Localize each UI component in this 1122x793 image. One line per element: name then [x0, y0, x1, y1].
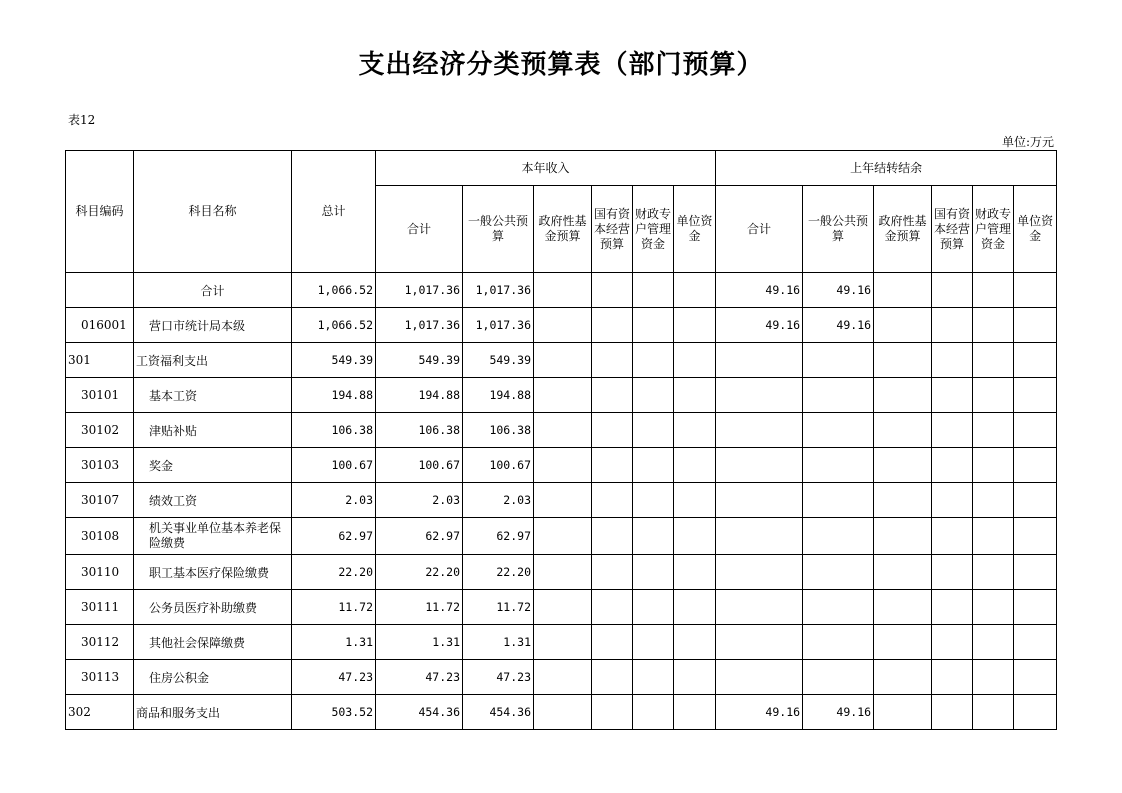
cell-co-unit-funds: [1014, 590, 1057, 625]
cell-co-state-capital: [932, 555, 973, 590]
cell-name: 营口市统计局本级: [134, 308, 292, 343]
cell-co-unit-funds: [1014, 343, 1057, 378]
cell-cy-special: [633, 590, 674, 625]
cell-cy-fund: [534, 343, 592, 378]
cell-code: 302: [66, 695, 134, 730]
cell-co-unit-funds: [1014, 555, 1057, 590]
cell-cy-fund: [534, 555, 592, 590]
cell-co-fund: [874, 378, 932, 413]
cell-total: 503.52: [292, 695, 376, 730]
cell-co-total: [716, 660, 803, 695]
cell-cy-state-capital: [592, 625, 633, 660]
cell-co-general: [803, 378, 874, 413]
cell-cy-fund: [534, 308, 592, 343]
table-row: [66, 555, 1057, 590]
cell-total: 62.97: [292, 518, 376, 555]
cell-name: 津贴补贴: [134, 413, 292, 448]
cell-co-unit-funds: [1014, 273, 1057, 308]
cell-co-general: 49.16: [803, 273, 874, 308]
cell-co-unit-funds: [1014, 378, 1057, 413]
header-total: 总计: [292, 151, 376, 273]
cell-co-state-capital: [932, 308, 973, 343]
cell-co-state-capital: [932, 590, 973, 625]
table-row: [66, 308, 1057, 343]
cell-co-fund: [874, 413, 932, 448]
cell-co-total: [716, 413, 803, 448]
cell-cy-fund: [534, 695, 592, 730]
cell-co-general: [803, 590, 874, 625]
cell-cy-fund: [534, 273, 592, 308]
cell-co-special: [973, 378, 1014, 413]
cell-name: 其他社会保障缴费: [134, 625, 292, 660]
cell-cy-unit-funds: [674, 625, 716, 660]
unit-label: 单位:万元: [1001, 135, 1054, 149]
header-co-unit-funds: 单位资金: [1014, 186, 1057, 273]
header-co-special: 财政专户管理资金: [973, 186, 1014, 273]
cell-cy-state-capital: [592, 413, 633, 448]
header-co-state-capital: 国有资本经营预算: [932, 186, 973, 273]
table-row: [66, 483, 1057, 518]
table-number: 表12: [68, 113, 96, 127]
cell-co-fund: [874, 590, 932, 625]
cell-total: 11.72: [292, 590, 376, 625]
table-row: [66, 413, 1057, 448]
cell-cy-general: 194.88: [463, 378, 534, 413]
cell-cy-special: [633, 695, 674, 730]
cell-co-fund: [874, 448, 932, 483]
cell-co-unit-funds: [1014, 448, 1057, 483]
cell-co-special: [973, 660, 1014, 695]
cell-co-fund: [874, 695, 932, 730]
cell-co-total: [716, 343, 803, 378]
cell-co-total: [716, 378, 803, 413]
cell-name: 商品和服务支出: [134, 695, 292, 730]
cell-cy-unit-funds: [674, 695, 716, 730]
cell-cy-total: 11.72: [376, 590, 463, 625]
cell-co-state-capital: [932, 378, 973, 413]
cell-total: 100.67: [292, 448, 376, 483]
cell-cy-state-capital: [592, 273, 633, 308]
cell-co-total: [716, 590, 803, 625]
cell-cy-state-capital: [592, 590, 633, 625]
table-row: [66, 273, 1057, 308]
table-row: [66, 590, 1057, 625]
cell-co-unit-funds: [1014, 308, 1057, 343]
cell-co-state-capital: [932, 483, 973, 518]
header-co-general: 一般公共预算: [803, 186, 874, 273]
cell-co-special: [973, 413, 1014, 448]
cell-code: 30102: [66, 413, 134, 448]
cell-co-special: [973, 590, 1014, 625]
cell-cy-fund: [534, 625, 592, 660]
cell-co-unit-funds: [1014, 625, 1057, 660]
cell-co-general: [803, 448, 874, 483]
cell-co-state-capital: [932, 625, 973, 660]
cell-co-fund: [874, 308, 932, 343]
cell-cy-special: [633, 378, 674, 413]
header-cy-subtotal: 合计: [376, 186, 463, 273]
cell-total: 1.31: [292, 625, 376, 660]
header-cy-general: 一般公共预算: [463, 186, 534, 273]
cell-co-general: [803, 413, 874, 448]
cell-co-fund: [874, 343, 932, 378]
cell-cy-general: 100.67: [463, 448, 534, 483]
cell-total: 1,066.52: [292, 308, 376, 343]
cell-cy-total: 1.31: [376, 625, 463, 660]
cell-cy-general: 549.39: [463, 343, 534, 378]
cell-cy-special: [633, 413, 674, 448]
cell-name: 机关事业单位基本养老保险缴费: [134, 518, 292, 555]
cell-co-unit-funds: [1014, 660, 1057, 695]
cell-cy-general: 62.97: [463, 518, 534, 555]
cell-co-total: 49.16: [716, 273, 803, 308]
cell-total: 106.38: [292, 413, 376, 448]
cell-cy-total: 22.20: [376, 555, 463, 590]
cell-co-fund: [874, 273, 932, 308]
cell-cy-state-capital: [592, 343, 633, 378]
cell-cy-state-capital: [592, 378, 633, 413]
header-carryover: 上年结转结余: [716, 151, 1057, 186]
cell-co-general: [803, 555, 874, 590]
cell-co-unit-funds: [1014, 483, 1057, 518]
cell-cy-special: [633, 308, 674, 343]
cell-cy-state-capital: [592, 483, 633, 518]
cell-co-special: [973, 555, 1014, 590]
cell-total: 22.20: [292, 555, 376, 590]
cell-co-special: [973, 625, 1014, 660]
cell-total: 549.39: [292, 343, 376, 378]
cell-cy-special: [633, 343, 674, 378]
header-co-subtotal: 合计: [716, 186, 803, 273]
cell-cy-fund: [534, 590, 592, 625]
cell-name: 绩效工资: [134, 483, 292, 518]
table-row: [66, 378, 1057, 413]
cell-co-special: [973, 695, 1014, 730]
cell-cy-total: 62.97: [376, 518, 463, 555]
table-row: [66, 695, 1057, 730]
cell-cy-special: [633, 625, 674, 660]
cell-cy-general: 47.23: [463, 660, 534, 695]
cell-co-special: [973, 448, 1014, 483]
cell-co-fund: [874, 555, 932, 590]
cell-code: 30107: [66, 483, 134, 518]
cell-cy-total: 2.03: [376, 483, 463, 518]
cell-co-general: [803, 483, 874, 518]
cell-co-state-capital: [932, 413, 973, 448]
budget-table: [65, 150, 1057, 730]
cell-co-total: [716, 518, 803, 555]
table-row: [66, 448, 1057, 483]
table-row: [66, 518, 1057, 555]
cell-code: 016001: [66, 308, 134, 343]
cell-co-total: 49.16: [716, 695, 803, 730]
cell-cy-fund: [534, 660, 592, 695]
cell-code: 30103: [66, 448, 134, 483]
cell-co-fund: [874, 625, 932, 660]
cell-cy-unit-funds: [674, 378, 716, 413]
cell-code: 30108: [66, 518, 134, 555]
cell-cy-total: 549.39: [376, 343, 463, 378]
cell-code: 30113: [66, 660, 134, 695]
cell-cy-general: 11.72: [463, 590, 534, 625]
cell-code: 30112: [66, 625, 134, 660]
table-row: [66, 660, 1057, 695]
cell-co-state-capital: [932, 695, 973, 730]
cell-cy-unit-funds: [674, 448, 716, 483]
cell-total: 2.03: [292, 483, 376, 518]
header-code: 科目编码: [66, 151, 134, 273]
cell-co-general: [803, 660, 874, 695]
cell-co-total: [716, 625, 803, 660]
cell-co-state-capital: [932, 518, 973, 555]
cell-cy-state-capital: [592, 308, 633, 343]
cell-name: 住房公积金: [134, 660, 292, 695]
cell-cy-unit-funds: [674, 590, 716, 625]
cell-co-special: [973, 343, 1014, 378]
cell-co-total: [716, 483, 803, 518]
cell-cy-unit-funds: [674, 343, 716, 378]
cell-cy-state-capital: [592, 448, 633, 483]
header-current-year: 本年收入: [376, 151, 716, 186]
cell-cy-general: 1.31: [463, 625, 534, 660]
cell-total: 47.23: [292, 660, 376, 695]
cell-co-state-capital: [932, 448, 973, 483]
table-row: [66, 625, 1057, 660]
cell-cy-total: 194.88: [376, 378, 463, 413]
cell-cy-special: [633, 555, 674, 590]
cell-cy-general: 1,017.36: [463, 308, 534, 343]
cell-name: 合计: [134, 273, 292, 308]
cell-cy-general: 106.38: [463, 413, 534, 448]
cell-co-total: [716, 448, 803, 483]
cell-cy-fund: [534, 518, 592, 555]
cell-total: 194.88: [292, 378, 376, 413]
cell-cy-unit-funds: [674, 273, 716, 308]
header-cy-state-capital: 国有资本经营预算: [592, 186, 633, 273]
cell-cy-special: [633, 448, 674, 483]
cell-name: 公务员医疗补助缴费: [134, 590, 292, 625]
cell-co-general: [803, 343, 874, 378]
cell-cy-special: [633, 483, 674, 518]
cell-co-state-capital: [932, 343, 973, 378]
cell-code: 30110: [66, 555, 134, 590]
cell-cy-state-capital: [592, 555, 633, 590]
cell-cy-total: 1,017.36: [376, 273, 463, 308]
cell-cy-unit-funds: [674, 483, 716, 518]
cell-co-state-capital: [932, 273, 973, 308]
header-row-1: [66, 151, 1057, 186]
cell-cy-general: 454.36: [463, 695, 534, 730]
cell-co-fund: [874, 518, 932, 555]
cell-co-unit-funds: [1014, 518, 1057, 555]
cell-co-general: 49.16: [803, 695, 874, 730]
header-cy-unit-funds: 单位资金: [674, 186, 716, 273]
cell-cy-unit-funds: [674, 308, 716, 343]
cell-co-special: [973, 483, 1014, 518]
cell-cy-state-capital: [592, 695, 633, 730]
cell-cy-special: [633, 660, 674, 695]
cell-name: 奖金: [134, 448, 292, 483]
cell-cy-state-capital: [592, 660, 633, 695]
cell-code: 30111: [66, 590, 134, 625]
cell-cy-general: 1,017.36: [463, 273, 534, 308]
header-cy-fund: 政府性基金预算: [534, 186, 592, 273]
cell-code: 30101: [66, 378, 134, 413]
cell-cy-fund: [534, 483, 592, 518]
cell-co-fund: [874, 483, 932, 518]
header-name: 科目名称: [134, 151, 292, 273]
cell-co-special: [973, 518, 1014, 555]
header-cy-special: 财政专户管理资金: [633, 186, 674, 273]
cell-code: [66, 273, 134, 308]
cell-name: 工资福利支出: [134, 343, 292, 378]
cell-cy-general: 22.20: [463, 555, 534, 590]
cell-code: 301: [66, 343, 134, 378]
header-co-fund: 政府性基金预算: [874, 186, 932, 273]
cell-cy-special: [633, 518, 674, 555]
cell-name: 基本工资: [134, 378, 292, 413]
cell-co-total: 49.16: [716, 308, 803, 343]
cell-co-unit-funds: [1014, 695, 1057, 730]
cell-co-state-capital: [932, 660, 973, 695]
cell-total: 1,066.52: [292, 273, 376, 308]
table-row: [66, 343, 1057, 378]
cell-cy-total: 100.67: [376, 448, 463, 483]
cell-cy-state-capital: [592, 518, 633, 555]
cell-cy-unit-funds: [674, 660, 716, 695]
cell-cy-unit-funds: [674, 518, 716, 555]
cell-co-general: [803, 625, 874, 660]
cell-cy-general: 2.03: [463, 483, 534, 518]
cell-cy-fund: [534, 413, 592, 448]
cell-co-special: [973, 308, 1014, 343]
cell-co-general: [803, 518, 874, 555]
cell-cy-special: [633, 273, 674, 308]
cell-cy-total: 106.38: [376, 413, 463, 448]
cell-co-fund: [874, 660, 932, 695]
cell-cy-total: 1,017.36: [376, 308, 463, 343]
cell-cy-total: 454.36: [376, 695, 463, 730]
cell-cy-total: 47.23: [376, 660, 463, 695]
cell-cy-unit-funds: [674, 413, 716, 448]
cell-cy-unit-funds: [674, 555, 716, 590]
cell-co-total: [716, 555, 803, 590]
cell-name: 职工基本医疗保险缴费: [134, 555, 292, 590]
cell-co-special: [973, 273, 1014, 308]
cell-co-unit-funds: [1014, 413, 1057, 448]
cell-cy-fund: [534, 378, 592, 413]
page-title: 支出经济分类预算表（部门预算）: [358, 50, 764, 80]
cell-co-general: 49.16: [803, 308, 874, 343]
cell-cy-fund: [534, 448, 592, 483]
